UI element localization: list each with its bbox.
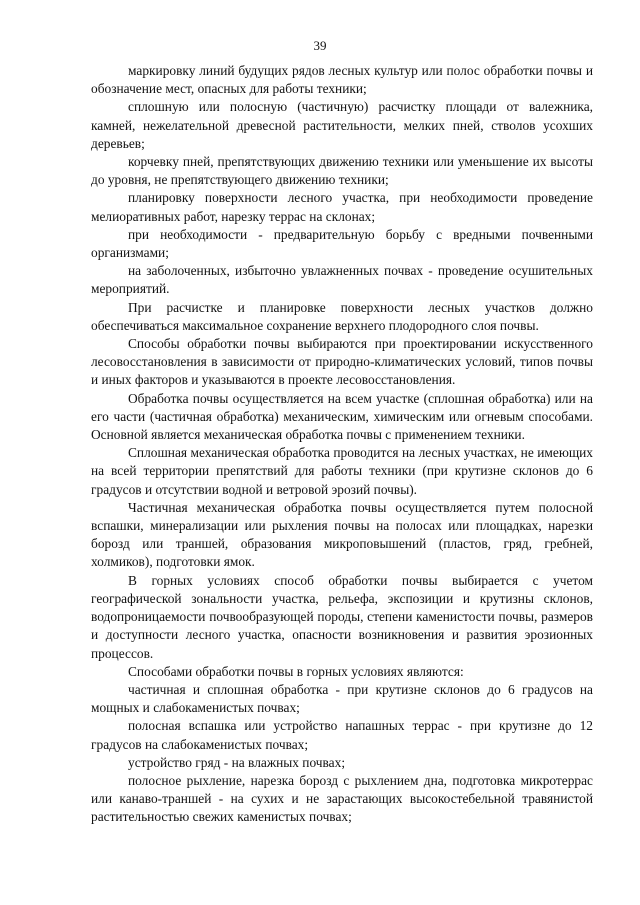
paragraph: полосная вспашка или устройство напашных террас - при крутизне до 12 градусов на слабокаменистых почвах;	[91, 718, 593, 752]
paragraph: устройство гряд - на влажных почвах;	[128, 754, 346, 770]
paragraph: частичная и сплошная обработка - при крутизне склонов до 6 градусов на мощных и слабокаменистых почвах;	[91, 681, 593, 716]
paragraph: Частичная механическая обработка почвы осуществляется путем полосной вспашки, минерализации или рыхления почвы на полосах или площадках, нарезки борозд или траншей, образования микроповышений (пластов, гряд, гребней, холмиков), подготовки ямок.	[91, 499, 593, 570]
paragraph: планировку поверхности лесного участка, при необходимости проведение мелиоративных работ, нарезку террас на склонах;	[91, 190, 593, 224]
paragraph: корчевку пней, препятствующих движению техники или уменьшение их высоты до уровня, не препятствующего движению техники;	[91, 154, 593, 188]
page-number: 39	[313, 38, 327, 53]
paragraph: на заболоченных, избыточно увлажненных почвах - проведение осушительных мероприятий.	[91, 263, 593, 297]
paragraph: Сплошная механическая обработка проводится на лесных участках, не имеющих на всей территории препятствий для работы техники (при крутизне склонов до 6 градусов и отсутствии водной и ветровой эрозий почвы).	[91, 445, 593, 497]
paragraph: Обработка почвы осуществляется на всем участке (сплошная обработка) или на его части (частичная обработка) механическим, химическим или огневым способами. Основной является механическая обработка почвы с применением техники.	[91, 390, 593, 443]
paragraph: маркировку линий будущих рядов лесных культур или полос обработки почвы и обозначение мест, опасных для работы техники;	[91, 63, 593, 97]
paragraph: при необходимости - предварительную борьбу с вредными почвенными организмами;	[91, 226, 593, 261]
body-text	[91, 62, 593, 827]
paragraph: Способами обработки почвы в горных условиях являются:	[128, 663, 464, 679]
paragraph: Способы обработки почвы выбираются при проектировании искусственного лесовосстановления в зависимости от природно-климатических условий, типов почвы и иных факторов и указываются в проекте лесовосстановления.	[91, 336, 593, 388]
paragraph: полосное рыхление, нарезка борозд с рыхлением дна, подготовка микротеррас или канаво-траншей - на сухих и не зарастающих высокостебельной травянистой растительностью свежих каменистых почвах;	[91, 772, 593, 825]
paragraph: В горных условиях способ обработки почвы выбирается с учетом географической зональности участка, рельефа, экспозиции и крутизны склонов, водопроницаемости почвообразующей породы, степени каменистости почвы, размеров и доступности лесного участка, опасности возникновения и развития эрозионных процессов.	[91, 572, 593, 661]
paragraph: При расчистке и планировке поверхности лесных участков должно обеспечиваться максимальное сохранение верхнего плодородного слоя почвы.	[91, 299, 593, 333]
paragraph: сплошную или полосную (частичную) расчистку площади от валежника, камней, нежелательной древесной растительности, мелких пней, стволов усохших деревьев;	[91, 99, 593, 151]
